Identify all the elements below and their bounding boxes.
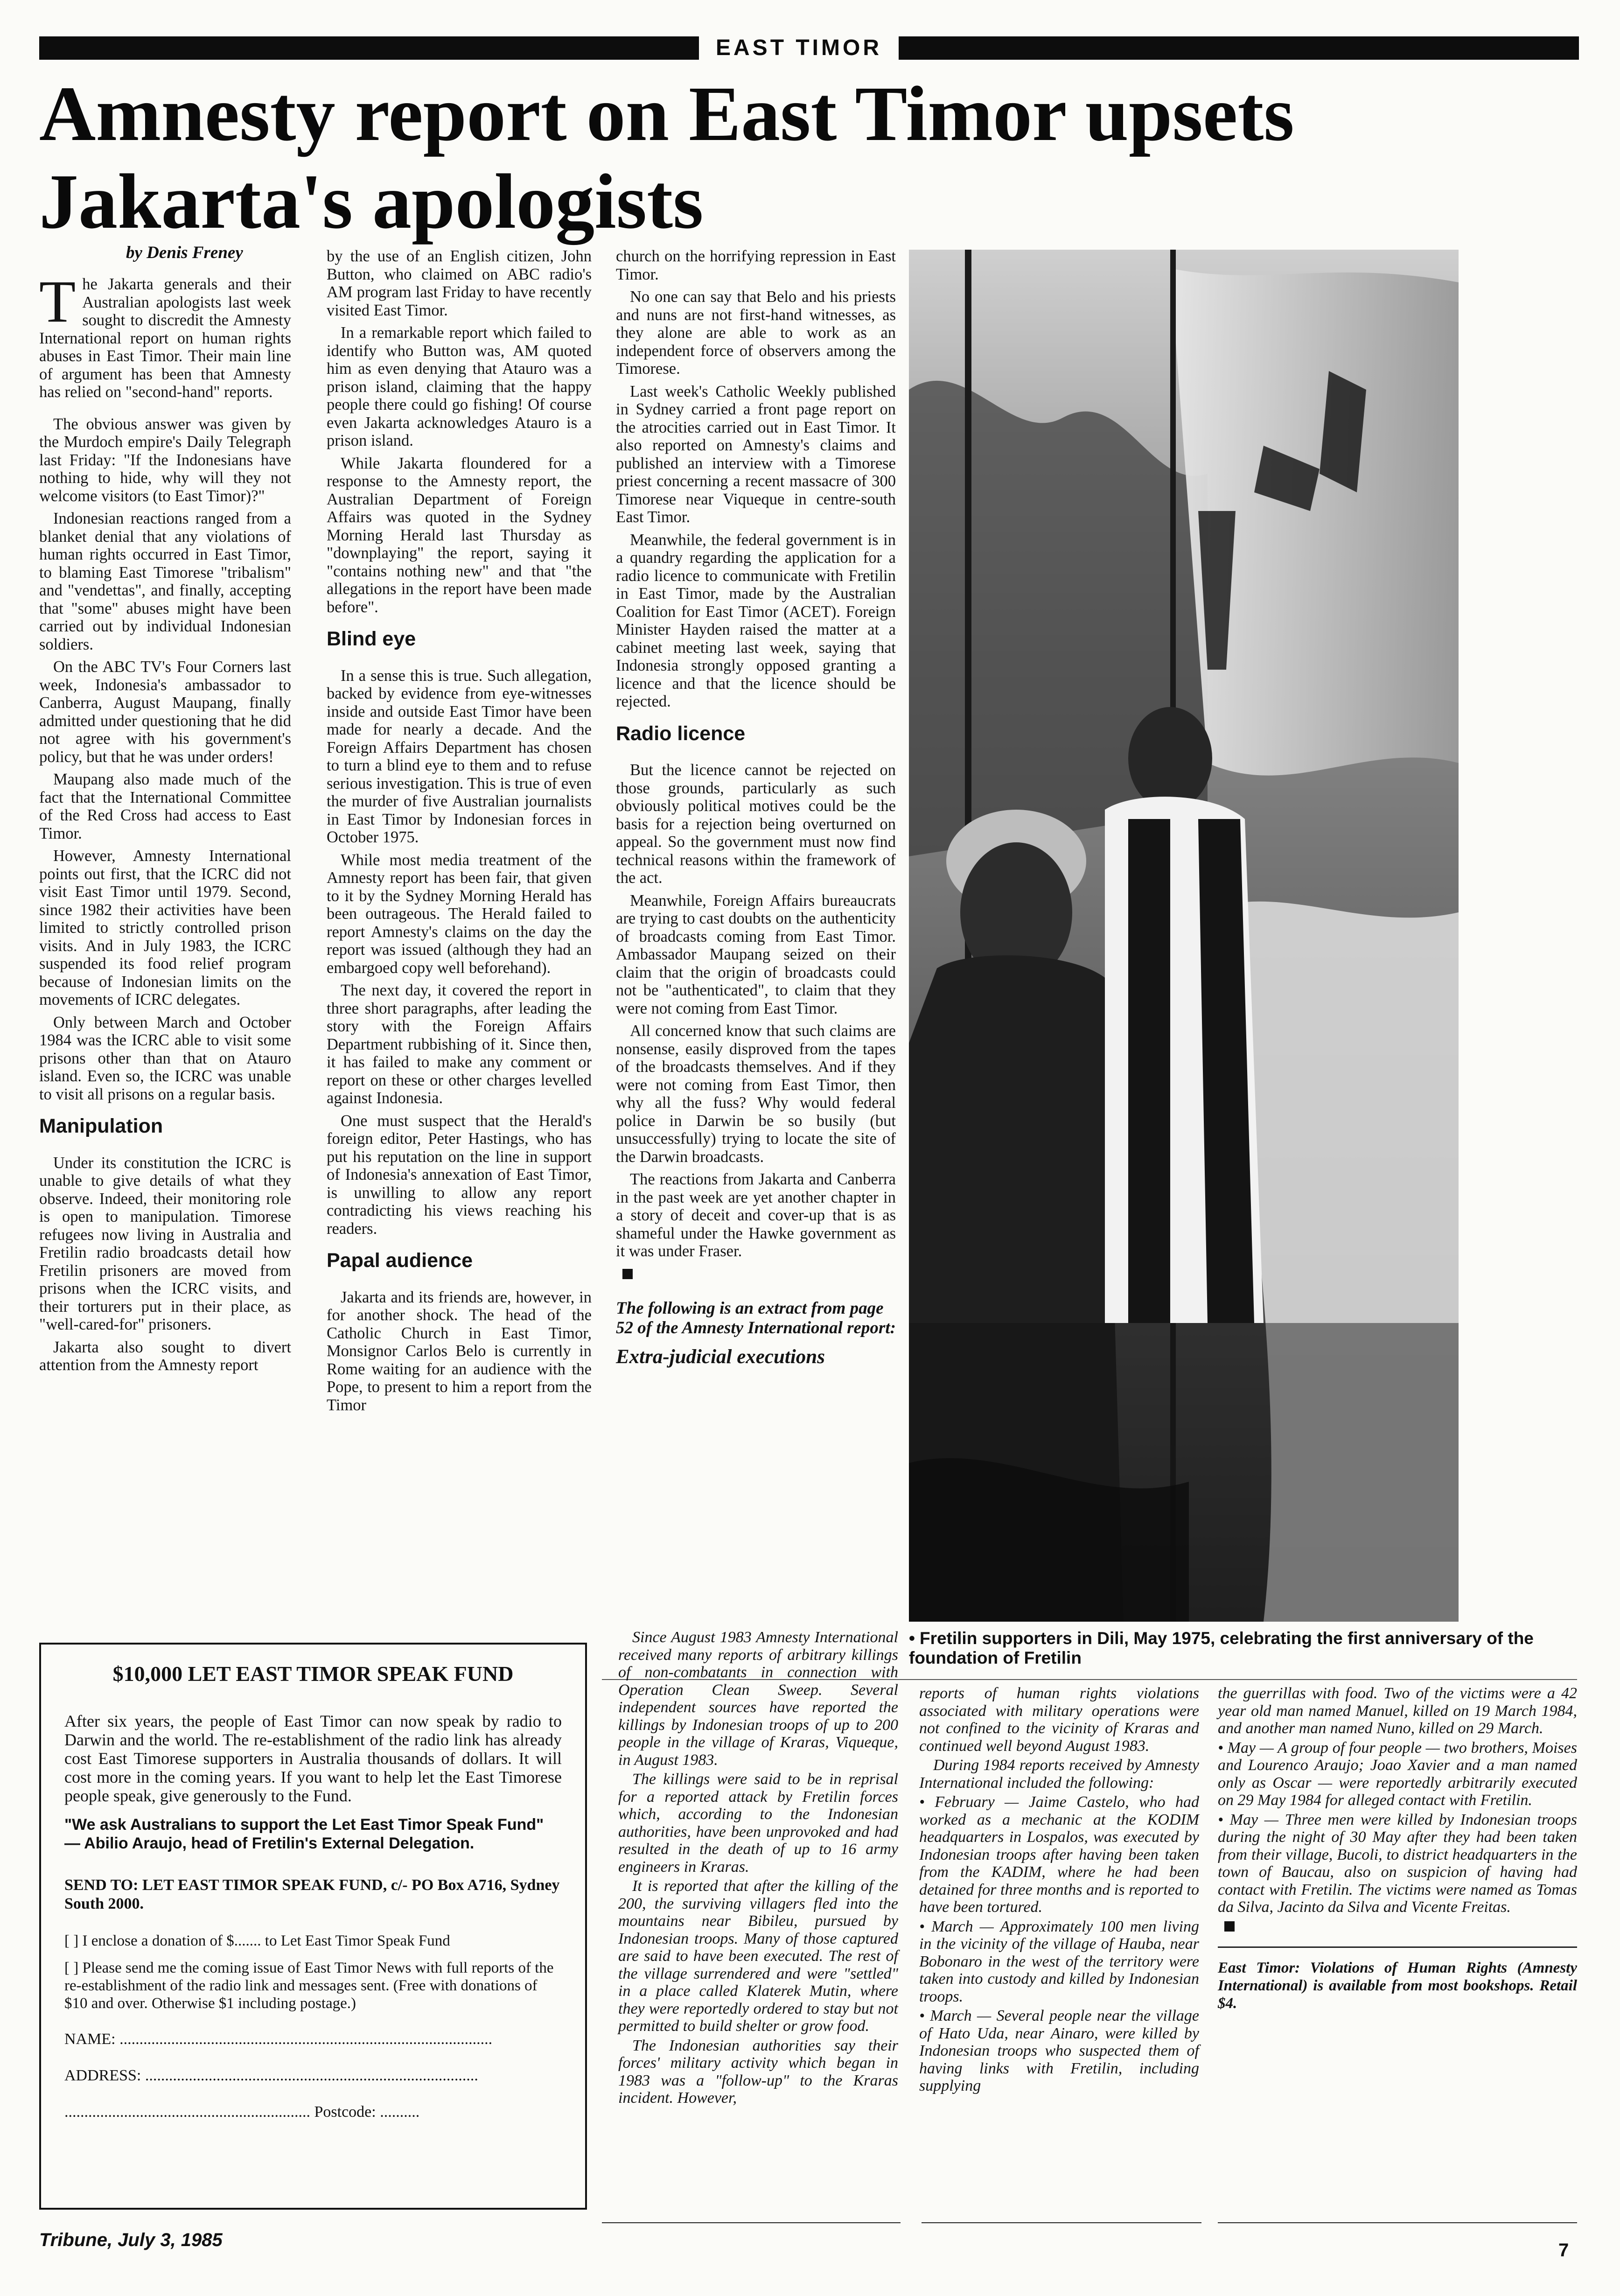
footer-divider <box>602 2222 901 2223</box>
postcode-label: Postcode: <box>314 2103 376 2121</box>
paragraph: In a remarkable report which failed to identify who Button was, AM quoted him as even denying that Atauro was a prison island, claiming that the happy people there could go fishing! Of course even Jakarta acknowledges Atauro is a prison island. <box>327 324 592 449</box>
paragraph: While most media treatment of the Amnesty report has been fair, that given to it by the Sydney Morning Herald has been outrageous. The Herald failed to report Amnesty's claims on the day the report was issued (although they had an embargoed copy well beforehand). <box>327 851 592 977</box>
paragraph: No one can say that Belo and his priests and nuns are not first-hand witnesses, as they alone are able to work as an independent force of observers among the Timorese. <box>616 288 896 378</box>
fund-send-to: SEND TO: LET EAST TIMOR SPEAK FUND, c/- PO Box A716, Sydney South 2000. <box>64 1876 560 1912</box>
paragraph: Since August 1983 Amnesty International received many reports of arbitrary killings of non-combatants in connection with Operation Clean Sweep. Several independent sources have reported the killings by Indonesian troops of up to 200 people in the village of Kraras, Viqueque, in August 1983. <box>618 1629 898 1769</box>
photo-caption: • Fretilin supporters in Dili, May 1975, celebrating the first anniversary of the foundation of Fretilin <box>909 1629 1534 1667</box>
paragraph: During 1984 reports received by Amnesty International included the following: <box>919 1757 1199 1792</box>
fund-quote: "We ask Australians to support the Let East Timor Speak Fund" — Abilio Araujo, head of Fretilin's External Delegation. <box>64 1816 544 1852</box>
paragraph: Maupang also made much of the fact that the International Committee of the Red Cross had access to East Timor. <box>39 770 291 842</box>
footer-divider <box>922 2222 1201 2223</box>
fund-coupon <box>39 1643 587 2210</box>
paragraph: The reactions from Jakarta and Canberra in the past week are yet another chapter in a story of deceit and cover-up that is as shameful under the Hawke government as it was under Fraser. <box>616 1170 896 1260</box>
paragraph: The obvious answer was given by the Murdoch empire's Daily Telegraph last Friday: "If the Indonesians have nothing to hide, why will they not welcome visitors (to East Timor)?" <box>39 415 291 505</box>
extract-column-2 <box>919 1685 1199 2097</box>
subheading-manipulation: Manipulation <box>39 1115 163 1137</box>
paragraph: the guerrillas with food. Two of the victims were a 42 year old man named Manuel, killed on 19 March 1984, and another man named Nuno, killed on 29 March. <box>1218 1685 1577 1737</box>
paragraph: The next day, it covered the report in three short paragraphs, after leading the story with the Foreign Affairs Department rubbishing of it. Since then, it has failed to make any comment or report on these or other charges levelled against Indonesia. <box>327 981 592 1107</box>
list-item: • May — A group of four people — two brothers, Moises and Lourenco Araujo; Joao Xavier and a man named only as Oscar — were reportedly arbitrarily executed on 29 May 1984 for alleged contact with Fretilin. <box>1218 1739 1577 1809</box>
paragraph: In a sense this is true. Such allegation, backed by evidence from eye-witnesses inside and outside East Timor have been made for nearly a decade. And the Foreign Affairs Department has chosen to turn a blind eye to them and to refuse serious investigation. This is true of even the murder of five Australian journalists in East Timor by Indonesian forces in October 1975. <box>327 666 592 846</box>
paragraph: reports of human rights violations associated with military operations were not confined to the vicinity of Kraras and continued well beyond August 1983. <box>919 1685 1199 1755</box>
list-item: • February — Jaime Castelo, who had worked as a mechanic at the KODIM headquarters in Lospalos, was executed by Indonesian troops after having been taken from the KADIM, where he had been detained for three months and is reported to have been tortured. <box>919 1793 1199 1916</box>
paragraph: Indonesian reactions ranged from a blanket denial that any violations of human rights occurred in East Timor, to blaming East Timorese "tribalism" and "vendettas", and finally, accepting that "some" abuses might have been carried out by individual Indonesian soldiers. <box>39 510 291 653</box>
paragraph: Jakarta also sought to divert attention from the Amnesty report <box>39 1338 291 1374</box>
address-label: ADDRESS: <box>64 2067 141 2084</box>
newsletter-checkbox-line[interactable]: [ ] Please send me the coming issue of East Timor News with full reports of the re-establishment of the radio link and messages sent. (Free with donations of $10 and over. Otherwise $1 including postage.) <box>64 1960 554 2012</box>
paragraph: All concerned know that such claims are nonsense, easily disproved from the tapes of the broadcasts themselves. And if they were not coming from East Timor, then why all the fuss? Why would federal police in Darwin be so busily (but unsuccessfully) trying to locate the site of the Darwin broadcasts. <box>616 1022 896 1166</box>
book-note: East Timor: Violations of Human Rights (Amnesty International) is available from most bookshops. Retail $4. <box>1218 1960 1577 2012</box>
list-item: • May — Three men were killed by Indonesian troops during the night of 30 May after they had been taken from their village, Bucoli, to district headquarters in the town of Baucau, also on suspicion of having had contact with Fretilin. The victims were named as Tomas da Silva, Jacinto da Silva and Vicente Freitas. <box>1218 1811 1577 1916</box>
article-column-3 <box>616 247 896 1366</box>
paragraph: The Jakarta generals and their Australian apologists last week sought to discredit the Amnesty International report on human rights abuses in East Timor. Their main line of argument has been that Amnesty has relied on "second-hand" reports. <box>39 268 291 401</box>
paragraph: While Jakarta floundered for a response to the Amnesty report, the Australian Department of Foreign Affairs was quoted in the Sydney Morning Herald last Thursday as "downplaying" the report, saying it "contains nothing new" and that "the allegations in the report have been made before". <box>327 454 592 616</box>
subheading-blind-eye: Blind eye <box>327 628 416 650</box>
footer-publication: Tribune, July 3, 1985 <box>39 2230 223 2250</box>
extract-intro: The following is an extract from page 52 of the Amnesty International report: <box>616 1299 896 1337</box>
page-number: 7 <box>1558 2240 1569 2261</box>
address-field[interactable]: ADDRESS: .................................................................................... <box>64 2067 478 2084</box>
paragraph: The killings were said to be in reprisal for a reported attack by Fretilin forces which, according to the Indonesian authorities, have been unprovoked and had resulted in the death of up to 16 army engineers in Kraras. <box>618 1771 898 1876</box>
extract-title: Extra-judicial executions <box>616 1346 825 1368</box>
photo-caption-text: Fretilin supporters in Dili, May 1975, celebrating the first anniversary of the foundation of Fretilin <box>909 1629 1534 1667</box>
paragraph: One must suspect that the Herald's foreign editor, Peter Hastings, who has put his reputation on the line in support of Indonesia's annexation of East Timor, is unwilling to allow any report contradicting his views reaching his readers. <box>327 1112 592 1238</box>
subheading-papal-audience: Papal audience <box>327 1249 473 1272</box>
footer-divider <box>1218 2222 1577 2223</box>
list-item: • March — Several people near the village of Hato Uda, near Ainaro, were killed by Indonesian troops who suspected them of having links with Fretilin, including supplying <box>919 2007 1199 2094</box>
paragraph: On the ABC TV's Four Corners last week, Indonesia's ambassador to Canberra, August Maupang, finally admitted under questioning that he did not agree with his government's policy, but that he was under orders! <box>39 658 291 766</box>
paragraph: Meanwhile, Foreign Affairs bureaucrats are trying to cast doubts on the authenticity of broadcasts coming from East Timor. Ambassador Maupang seized on their claim that the origin of broadcasts could not be "authenticated", to claim that they were not coming from East Timor. <box>616 891 896 1017</box>
paragraph: Under its constitution the ICRC is unable to give details of what they observe. Indeed, their monitoring role is open to manipulation. Timorese refugees now living in Australia and Fretilin radio broadcasts detail how Fretilin prisoners are moved from prisons when the ICRC visits, and their torturers put in their place, as "well-cared-for" prisoners. <box>39 1154 291 1333</box>
donation-checkbox-line[interactable]: [ ] I enclose a donation of $....... to Let East Timor Speak Fund <box>64 1932 450 1949</box>
section-label: EAST TIMOR <box>692 36 905 60</box>
paragraph: However, Amnesty International points out first, that the ICRC did not visit East Timor until 1979. Second, since 1982 their activities have been limited to strictly controlled prison visits. And in July 1983, the ICRC suspended its food relief program because of Indonesian limits on the movements of ICRC delegates. <box>39 847 291 1008</box>
byline: by Denis Freney <box>126 243 243 262</box>
headline: Amnesty report on East Timor upsets Jakarta's apologists <box>39 70 1294 245</box>
subheading-radio-licence: Radio licence <box>616 722 746 745</box>
paragraph: Only between March and October 1984 was the ICRC able to visit some prisons other than that on Atauro island. Even so, the ICRC was unable to visit all prisons on a regular basis. <box>39 1013 291 1103</box>
end-mark <box>616 1265 896 1283</box>
extract-column-3 <box>1218 1685 1577 2012</box>
name-field[interactable]: NAME: .............................................................................................. <box>64 2030 493 2048</box>
section-banner <box>39 36 1579 60</box>
paragraph: The Indonesian authorities say their forces' military activity which began in 1983 was a "follow-up" to the Kraras incident. However, <box>618 2037 898 2107</box>
article-column-1 <box>39 268 291 1379</box>
article-column-2 <box>327 247 592 1419</box>
paragraph: Last week's Catholic Weekly published in Sydney carried a front page report on the atrocities carried out in East Timor. It also reported on Amnesty's claims and published an interview with a Timorese priest concerning a recent massacre of 300 Timorese near Viqueque in centre-south East Timor. <box>616 382 896 526</box>
paragraph: by the use of an English citizen, John Button, who claimed on ABC radio's AM program last Friday to have recently visited East Timor. <box>327 247 592 319</box>
postcode-field[interactable]: .............................................................. Postcode: .......... <box>64 2103 420 2121</box>
divider <box>1218 1946 1577 1948</box>
extract-column-1 <box>618 1629 898 2109</box>
end-mark <box>1218 1918 1577 1936</box>
paragraph: It is reported that after the killing of the 200, the surviving villagers fled into the mountains near Bibileu, pursued by Indonesian troops. Many of those captured are said to have been executed. The rest of the village surrendered and were "settled" in a place called Klaterek Mutin, where they were reportedly ordered to stay but not permitted to build shelter or grow food. <box>618 1877 898 2035</box>
paragraph: church on the horrifying repression in East Timor. <box>616 247 896 283</box>
paragraph: Meanwhile, the federal government is in a quandry regarding the application for a radio licence to communicate with Fretilin in East Timor, made by the Australian Coalition for East Timor (ACET). Foreign Minister Hayden raised the matter at a cabinet meeting last week, saying that Indonesia strongly opposed granting a licence and that the licence should be rejected. <box>616 531 896 710</box>
paragraph: Jakarta and its friends are, however, in for another shock. The head of the Catholic Church in East Timor, Monsignor Carlos Belo is currently in Rome waiting for an audience with the Pope, to present to him a report from the Timor <box>327 1288 592 1414</box>
paragraph: But the licence cannot be rejected on those grounds, particularly as such obviously political motives could be the basis for a rejection being overturned on appeal. So the government must now find technical reasons within the framework of the act. <box>616 761 896 887</box>
fund-title: $10,000 LET EAST TIMOR SPEAK FUND <box>112 1662 514 1686</box>
list-item: • March — Approximately 100 men living in the vicinity of the village of Hauba, near Bobonaro in the west of the territory were taken into custody and killed by Indonesian troops. <box>919 1918 1199 2005</box>
photo-fretilin-supporters <box>909 250 1459 1622</box>
name-label: NAME: <box>64 2030 116 2048</box>
fund-body: After six years, the people of East Timor can now speak by radio to Darwin and the world. The re-establishment of the radio link has already cost East Timorese supporters in Australia thousands of dollars. It will cost more in the coming years. If you want to help let the East Timorese people speak, give generously to the Fund. <box>64 1712 562 1805</box>
